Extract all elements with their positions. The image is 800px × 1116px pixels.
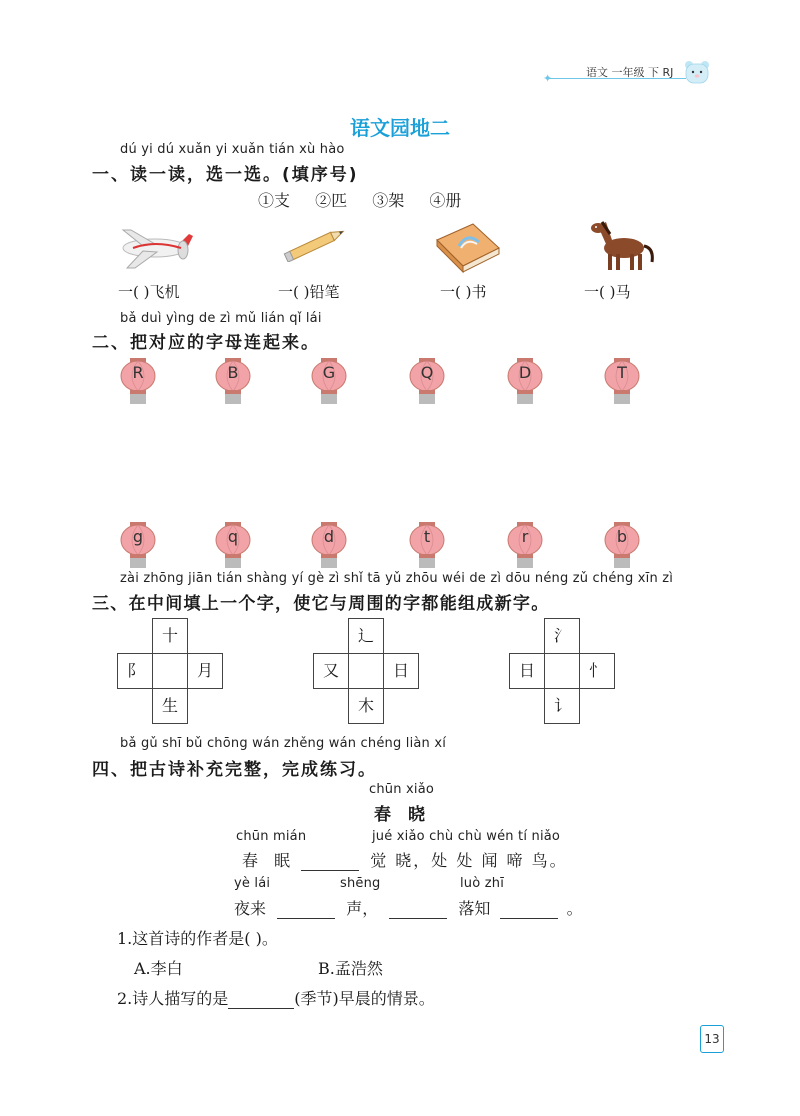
question-1: 1.这首诗的作者是( )。 — [117, 929, 278, 948]
option-4: ④册 — [429, 191, 462, 210]
uppercase-lantern[interactable] — [602, 358, 642, 406]
header-text: 语文 一年级 下 RJ — [586, 66, 674, 79]
lowercase-letter: r — [521, 527, 529, 546]
option-3: ③架 — [372, 191, 405, 210]
s1-options — [258, 188, 481, 211]
lowercase-letter: q — [227, 527, 239, 546]
question-2-text-a: 2.诗人描写的是 — [117, 989, 229, 1008]
horse-icon — [588, 218, 658, 274]
book-icon — [433, 218, 503, 274]
poem-title: 春 晓 — [374, 805, 425, 825]
choice-b[interactable]: B.孟浩然 — [318, 959, 383, 978]
line2-text-a: 夜来 — [234, 899, 267, 918]
uppercase-letter: G — [322, 363, 336, 382]
uppercase-lantern[interactable] — [407, 358, 447, 406]
line1-pinyin-a: chūn mián — [236, 829, 307, 844]
lowercase-letter: g — [132, 527, 144, 546]
question-2-blank[interactable] — [228, 992, 294, 1009]
airplane-icon — [113, 226, 195, 270]
grid-cell-left: 日 — [509, 653, 545, 689]
option-1: ①支 — [258, 191, 291, 210]
poem-title-pinyin: chūn xiǎo — [369, 782, 435, 797]
line1-text-a: 春 眠 — [242, 851, 291, 870]
line2-text-d: 。 — [566, 899, 583, 918]
answer-box[interactable] — [348, 653, 384, 689]
grid-cell-top: 十 — [152, 618, 188, 654]
header-star-icon: ✦ — [543, 72, 553, 85]
poem-line-1 — [242, 848, 568, 871]
question-2-text-b: (季节)早晨的情景。 — [294, 989, 435, 1008]
grid-cell-left: 阝 — [117, 653, 153, 689]
grid-cell-bottom: 生 — [152, 688, 188, 724]
lowercase-letter: b — [616, 527, 628, 546]
grid-cell-bottom: 木 — [348, 688, 384, 724]
poem-line-2 — [234, 896, 583, 919]
s2-heading: 二、把对应的字母连起来。 — [92, 333, 320, 353]
s4-heading: 四、把古诗补充完整，完成练习。 — [92, 760, 377, 780]
lowercase-letter: t — [423, 527, 431, 546]
pencil-icon — [280, 226, 350, 262]
choice-a[interactable]: A.李白 — [134, 959, 183, 978]
uppercase-letter: B — [227, 363, 239, 382]
answer-box[interactable] — [152, 653, 188, 689]
line1-blank[interactable] — [301, 854, 359, 871]
uppercase-lantern[interactable] — [309, 358, 349, 406]
grid-cell-top: 氵 — [544, 618, 580, 654]
page-number: 13 — [700, 1025, 724, 1053]
s4-pinyin: bǎ gǔ shī bǔ chōng wán zhěng wán chéng liàn xí — [120, 736, 447, 751]
lowercase-lantern[interactable] — [118, 522, 158, 570]
line2-text-b: 声， — [346, 899, 379, 918]
page-title: 语文园地二 — [350, 116, 450, 140]
s3-heading: 三、在中间填上一个字，使它与周围的字都能组成新字。 — [92, 594, 550, 614]
line2-blank-3[interactable] — [500, 902, 558, 919]
lowercase-lantern[interactable] — [505, 522, 545, 570]
s1-heading: 一、读一读，选一选。(填序号) — [92, 165, 359, 185]
option-2: ②匹 — [315, 191, 348, 210]
lowercase-lantern[interactable] — [602, 522, 642, 570]
line1-text-b: 觉 晓，处 处 闻 啼 鸟。 — [370, 851, 568, 870]
s1-item-1: 一( )飞机 — [118, 283, 180, 301]
uppercase-lantern[interactable] — [213, 358, 253, 406]
lowercase-lantern[interactable] — [213, 522, 253, 570]
line2-blank-2[interactable] — [389, 902, 447, 919]
grid-cell-right: 忄 — [579, 653, 615, 689]
line2-pinyin-a: yè lái — [234, 876, 271, 891]
lowercase-lantern[interactable] — [407, 522, 447, 570]
s1-pinyin: dú yi dú xuǎn yi xuǎn tián xù hào — [120, 142, 345, 157]
uppercase-letter: Q — [420, 363, 434, 382]
lowercase-letter: d — [323, 527, 335, 546]
answer-box[interactable] — [544, 653, 580, 689]
s1-item-2: 一( )铅笔 — [278, 283, 340, 301]
uppercase-lantern[interactable] — [118, 358, 158, 406]
line1-pinyin-b: jué xiǎo chù chù wén tí niǎo — [372, 829, 561, 844]
uppercase-letter: R — [132, 363, 144, 382]
uppercase-letter: D — [518, 363, 532, 382]
line2-pinyin-b: shēng — [340, 876, 381, 891]
uppercase-lantern[interactable] — [505, 358, 545, 406]
s2-pinyin: bǎ duì yìng de zì mǔ lián qǐ lái — [120, 311, 322, 326]
s1-item-4: 一( )马 — [584, 283, 631, 301]
line2-text-c: 落知 — [458, 899, 491, 918]
line2-pinyin-c: luò zhī — [460, 876, 505, 891]
grid-cell-right: 日 — [383, 653, 419, 689]
uppercase-letter: T — [617, 363, 627, 382]
bear-mascot-icon — [684, 60, 710, 84]
lowercase-lantern[interactable] — [309, 522, 349, 570]
grid-cell-left: 又 — [313, 653, 349, 689]
line2-blank-1[interactable] — [277, 902, 335, 919]
s3-pinyin: zài zhōng jiān tián shàng yí gè zì shǐ tā yǔ zhōu wéi de zì dōu néng zǔ chéng xīn zì — [120, 571, 674, 586]
grid-cell-right: 月 — [187, 653, 223, 689]
grid-cell-bottom: 讠 — [544, 688, 580, 724]
grid-cell-top: 辶 — [348, 618, 384, 654]
s1-item-3: 一( )书 — [440, 283, 487, 301]
question-2 — [117, 986, 435, 1009]
